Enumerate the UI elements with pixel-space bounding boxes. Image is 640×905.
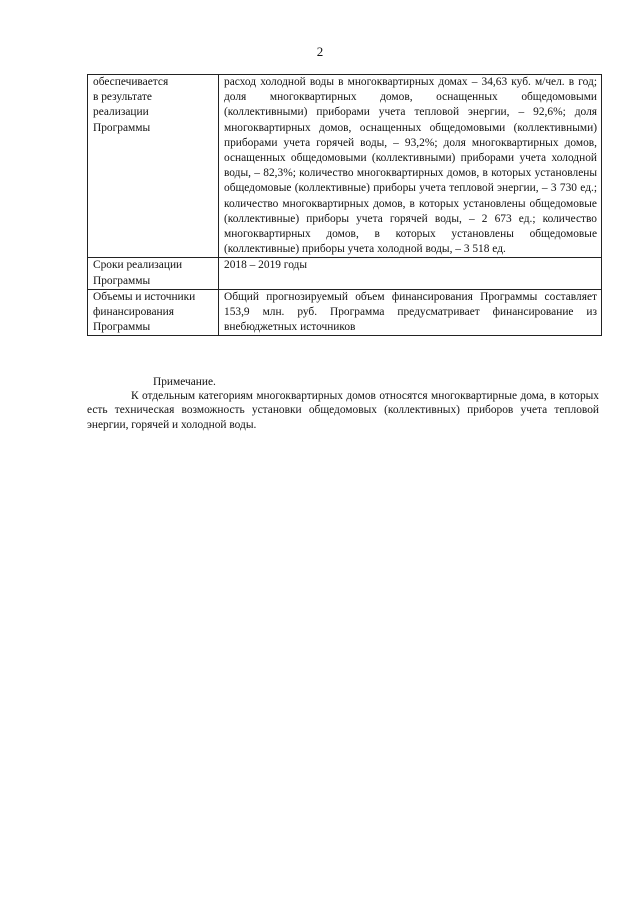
row-label-results — [88, 75, 219, 258]
label-line: Сроки реализации — [93, 259, 183, 272]
table-row-funding — [88, 289, 602, 336]
page-number: 2 — [316, 44, 324, 59]
label-line: финансирования — [93, 306, 174, 319]
row-value-results: расход холодной воды в многоквартирных домах – 34,63 куб. м/чел. в год; доля многоквартирных домов, оснащенных общедомовыми (коллективными) приборами учета тепловой энергии, – 92,6%; доля многоквартирных домов, оснащенных общедомовыми (коллективными) приборами учета горячей воды, – 93,2%; доля многоквартирных домов, оснащенных общедомовыми (коллективными) приборами учета холодной воды, – 82,3%; количество многоквартирных домов, в которых установлены общедомовые (коллективные) приборы учета тепловой энергии, – 3 730 ед.; количество многоквартирных домов, в которых установлены общедомовые (коллективные) приборы учета горячей воды, – 2 673 ед.; количество многоквартирных домов, в которых установлены общедомовые (коллективные) приборы учета холодной воды, – 3 518 ед. — [219, 75, 602, 258]
row-value-funding: Общий прогнозируемый объем финансирования Программы составляет 153,9 млн. руб. Программа предусматривает финансирование из внебюджетных источников — [219, 289, 602, 336]
row-label-funding — [88, 289, 219, 336]
label-line: реализации — [93, 106, 149, 119]
table-row-terms — [88, 258, 602, 289]
program-passport-table — [87, 74, 602, 336]
note-body: К отдельным категориям многоквартирных домов относятся многоквартирные дома, в которых есть техническая возможность установки общедомовых (коллективных) приборов учета тепловой энергии, горячей и холодной воды. — [87, 390, 599, 431]
row-label-terms — [88, 258, 219, 289]
label-line: Программы — [93, 321, 151, 334]
label-line: в результате — [93, 91, 152, 104]
label-line: Объемы и источники — [93, 290, 196, 303]
label-line: Программы — [93, 274, 151, 287]
label-line: обеспечивается — [93, 76, 169, 88]
table-row-results — [88, 75, 602, 258]
note-heading: Примечание. — [153, 376, 216, 388]
row-value-terms: 2018 – 2019 годы — [219, 258, 602, 289]
note-section — [87, 375, 599, 432]
label-line: Программы — [93, 121, 151, 134]
